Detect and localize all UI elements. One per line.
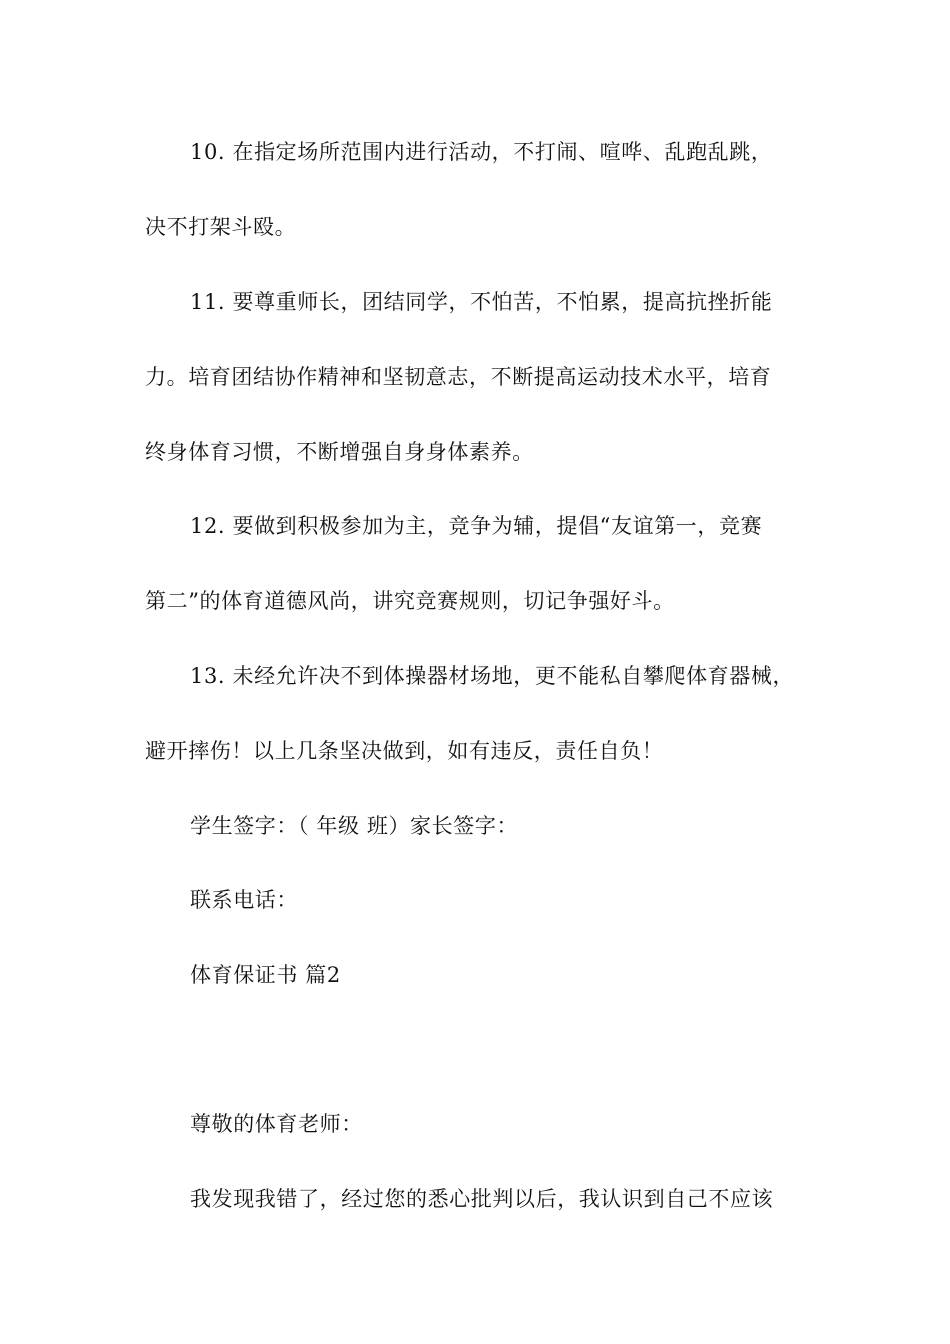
rule-11-line-1: 11. 要尊重师长，团结同学，不怕苦，不怕累，提高抗挫折能 bbox=[190, 290, 773, 314]
rule-12-line-2: 第二”的体育道德风尚，讲究竞赛规则，切记争强好斗。 bbox=[145, 589, 675, 613]
signature-line: 学生签字：（ 年级 班）家长签字： bbox=[190, 814, 519, 838]
salutation: 尊敬的体育老师： bbox=[190, 1112, 363, 1136]
rule-12-line-1: 12. 要做到积极参加为主，竞争为辅，提倡“友谊第一，竞赛 bbox=[190, 514, 763, 538]
rule-11-line-2: 力。培育团结协作精神和坚韧意志，不断提高运动技术水平，培育 bbox=[145, 365, 772, 389]
letter-body-line-1: 我发现我错了，经过您的悉心批判以后，我认识到自己不应该 bbox=[190, 1187, 774, 1211]
section-heading: 体育保证书 篇2 bbox=[190, 963, 341, 987]
rule-13-line-1: 13. 未经允许决不到体操器材场地，更不能私自攀爬体育器械， bbox=[190, 664, 795, 688]
rule-10-line-1: 10. 在指定场所范围内进行活动，不打闹、喧哗、乱跑乱跳， bbox=[190, 140, 773, 164]
contact-phone-line: 联系电话： bbox=[190, 888, 298, 912]
rule-11-line-3: 终身体育习惯，不断增强自身身体素养。 bbox=[145, 440, 534, 464]
rule-13-line-2: 避开摔伤！以上几条坚决做到，如有违反，责任自负！ bbox=[145, 739, 664, 763]
rule-10-line-2: 决不打架斗殴。 bbox=[145, 215, 297, 239]
